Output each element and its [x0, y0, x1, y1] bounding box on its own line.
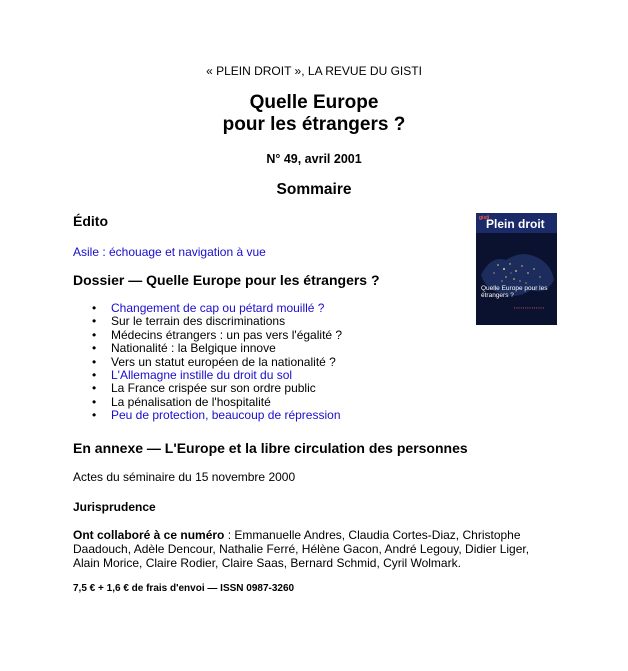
dossier-item-text: Médecins étrangers : un pas vers l'égalité ?: [111, 327, 343, 342]
list-item: [73, 315, 342, 328]
dossier-item-text: Nationalité : la Belgique innove: [111, 341, 276, 356]
dossier-item-text: La France crispée sur son ordre public: [111, 381, 316, 396]
edito-heading: Édito: [73, 213, 108, 229]
list-item: [73, 396, 342, 409]
cover-night-map: [476, 235, 557, 325]
list-item: [73, 342, 342, 355]
bullet-icon: •: [92, 314, 97, 329]
collaborators: [73, 528, 553, 571]
list-item: [73, 329, 342, 342]
cover-notes: ▪ ▪ ▪ ▪ ▪ ▪ ▪ ▪ ▪ ▪ ▪ ▪ ▪ ▪: [514, 306, 545, 310]
bullet-icon: •: [92, 367, 97, 382]
sommaire-heading: Sommaire: [276, 181, 352, 198]
bullet-icon: •: [92, 327, 97, 342]
price-issn: 7,5 € + 1,6 € de frais d'envoi — ISSN 0987-3260: [73, 583, 295, 594]
title-line-2: pour les étrangers ?: [222, 114, 406, 135]
title-line-1: Quelle Europe: [249, 92, 379, 113]
bullet-icon: •: [92, 354, 97, 369]
collab-names: : Emmanuelle Andres, Claudia Cortes-Diaz, Christophe Daadouch, Adèle Dencour, Nathalie Ferré, Hélène Gacon, André Legouy, Didier Liger, Alain Morice, Claire Rodier, Claire Saas, Bernard Schmid, Cyril Wolmark.: [73, 528, 530, 571]
dossier-item-text: Vers un statut européen de la nationalité ?: [111, 354, 336, 369]
dossier-item-text: La pénalisation de l'hospitalité: [111, 394, 271, 409]
list-item: [73, 382, 342, 395]
dossier-link[interactable]: Changement de cap ou pétard mouillé ?: [111, 301, 325, 315]
list-item[interactable]: [73, 369, 342, 382]
list-item[interactable]: [73, 302, 342, 315]
dossier-link[interactable]: L'Allemagne instille du droit du sol: [111, 367, 293, 382]
collab-label: Ont collaboré à ce numéro: [73, 528, 225, 542]
bullet-icon: •: [92, 301, 97, 315]
list-item[interactable]: [73, 409, 342, 422]
annexe-heading: En annexe — L'Europe et la libre circulation des personnes: [73, 440, 468, 456]
bullet-icon: •: [92, 341, 97, 356]
jurisprudence-heading: Jurisprudence: [73, 500, 156, 514]
bullet-icon: •: [92, 408, 97, 423]
dossier-list: [73, 302, 342, 423]
cover-masthead: Plein droit: [486, 217, 545, 231]
journal-kicker: « PLEIN DROIT », LA REVUE DU GISTI: [206, 64, 422, 78]
cover-brand: gisti: [479, 215, 490, 221]
dossier-item-text: Sur le terrain des discriminations: [111, 314, 286, 329]
page-title: [0, 92, 628, 136]
bullet-icon: •: [92, 394, 97, 409]
edito-link[interactable]: Asile : échouage et navigation à vue: [73, 245, 266, 259]
bullet-icon: •: [92, 381, 97, 396]
cover-image[interactable]: [476, 213, 557, 325]
actes-text: Actes du séminaire du 15 novembre 2000: [73, 470, 296, 484]
issue-number: N° 49, avril 2001: [266, 152, 362, 166]
dossier-heading: Dossier — Quelle Europe pour les étrangers ?: [73, 272, 380, 288]
cover-title: Quelle Europe pour les étrangers ?: [481, 285, 548, 299]
list-item: [73, 356, 342, 369]
dossier-link[interactable]: Peu de protection, beaucoup de répression: [111, 408, 341, 423]
